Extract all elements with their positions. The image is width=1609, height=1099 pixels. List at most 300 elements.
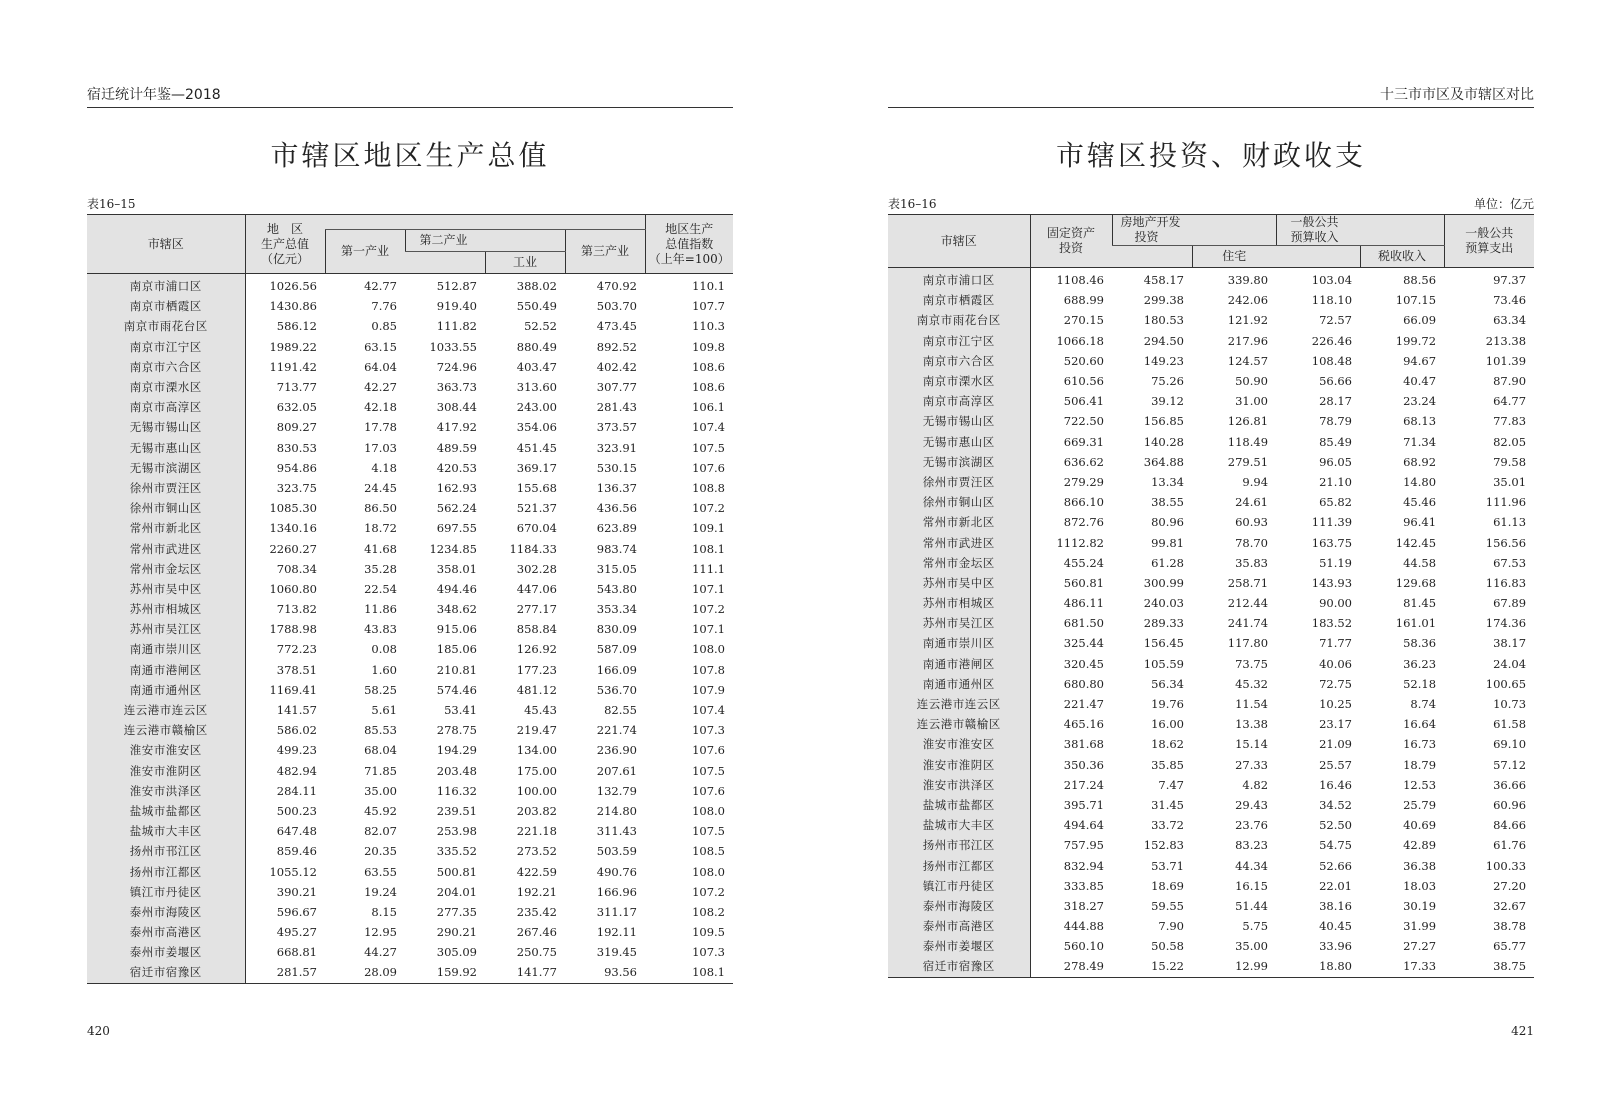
value-cell: 713.77 — [245, 377, 325, 397]
value-cell: 16.64 — [1403, 717, 1437, 732]
value-cell: 78.70 — [1235, 535, 1269, 550]
district-name-cell: 淮安市洪泽区 — [87, 781, 245, 801]
value-cell: 880.49 — [516, 339, 557, 354]
value-cell: 17.03 — [364, 440, 397, 455]
value-cell: 204.01 — [436, 884, 477, 899]
value-cell: 19.76 — [1151, 697, 1184, 712]
header-tertiary: 第三产业 — [565, 230, 645, 274]
value-cell: 108.5 — [692, 844, 725, 859]
table-row — [888, 593, 1534, 613]
district-name-cell: 南通市通州区 — [87, 680, 245, 700]
value-cell: 226.46 — [1311, 333, 1353, 348]
table-row — [87, 438, 733, 458]
value-cell: 63.15 — [364, 339, 397, 354]
value-cell: 512.87 — [436, 279, 477, 294]
table-row — [888, 654, 1534, 674]
value-cell: 19.24 — [364, 884, 397, 899]
value-cell: 61.13 — [1493, 515, 1527, 530]
district-name-cell: 南京市栖霞区 — [888, 290, 1030, 310]
value-cell: 11.86 — [364, 602, 397, 617]
value-cell: 35.28 — [364, 561, 397, 576]
value-cell: 67.53 — [1493, 555, 1527, 570]
value-cell: 107.6 — [692, 460, 725, 475]
value-cell: 7.76 — [371, 299, 397, 314]
value-cell: 156.56 — [1485, 535, 1527, 550]
value-cell: 560.81 — [1030, 573, 1112, 593]
value-cell: 363.73 — [436, 380, 477, 395]
value-cell: 105.59 — [1143, 656, 1184, 671]
value-cell: 77.83 — [1493, 414, 1527, 429]
value-cell: 183.52 — [1311, 616, 1353, 631]
value-cell: 87.90 — [1493, 374, 1527, 389]
district-name-cell: 南通市港闸区 — [87, 660, 245, 680]
value-cell: 108.48 — [1311, 353, 1353, 368]
value-cell: 107.2 — [692, 602, 725, 617]
district-name-cell: 南通市崇川区 — [87, 639, 245, 659]
table-row — [888, 512, 1534, 532]
value-cell: 500.23 — [245, 801, 325, 821]
value-cell: 18.03 — [1403, 878, 1437, 893]
value-cell: 494.46 — [436, 581, 477, 596]
district-name-cell: 泰州市海陵区 — [87, 902, 245, 922]
value-cell: 110.3 — [692, 319, 725, 334]
value-cell: 390.21 — [245, 882, 325, 902]
value-cell: 23.24 — [1403, 394, 1437, 409]
value-cell: 10.73 — [1493, 697, 1527, 712]
table-row — [87, 478, 733, 498]
table-row — [87, 680, 733, 700]
value-cell: 83.23 — [1235, 838, 1269, 853]
value-cell: 669.31 — [1030, 432, 1112, 452]
district-name-cell: 盐城市大丰区 — [87, 821, 245, 841]
value-cell: 253.98 — [436, 824, 477, 839]
value-cell: 111.96 — [1485, 495, 1527, 510]
value-cell: 140.28 — [1143, 434, 1184, 449]
district-name-cell: 盐城市盐都区 — [888, 795, 1030, 815]
value-cell: 29.43 — [1235, 797, 1269, 812]
value-cell: 278.75 — [436, 723, 477, 738]
value-cell: 348.62 — [436, 602, 477, 617]
value-cell: 1169.41 — [245, 680, 325, 700]
table-row — [87, 781, 733, 801]
value-cell: 11.54 — [1235, 697, 1269, 712]
value-cell: 79.58 — [1493, 454, 1527, 469]
value-cell: 0.85 — [371, 319, 397, 334]
value-cell: 239.51 — [436, 803, 477, 818]
value-cell: 108.6 — [692, 359, 725, 374]
district-name-cell: 南京市高淳区 — [888, 391, 1030, 411]
value-cell: 447.06 — [516, 581, 557, 596]
district-name-cell: 常州市武进区 — [87, 538, 245, 558]
value-cell: 859.46 — [245, 841, 325, 861]
value-cell: 319.45 — [596, 945, 637, 960]
gdp-table — [87, 214, 733, 984]
value-cell: 50.90 — [1235, 374, 1269, 389]
value-cell: 724.96 — [436, 359, 477, 374]
value-cell: 1033.55 — [429, 339, 477, 354]
district-name-cell: 南京市六合区 — [87, 357, 245, 377]
header-residential: 住宅 — [1192, 246, 1276, 268]
district-name-cell: 无锡市锡山区 — [888, 411, 1030, 431]
value-cell: 499.23 — [245, 740, 325, 760]
value-cell: 27.33 — [1235, 757, 1269, 772]
district-name-cell: 苏州市吴江区 — [888, 613, 1030, 633]
value-cell: 100.65 — [1485, 676, 1527, 691]
table-row — [888, 896, 1534, 916]
value-cell: 242.06 — [1227, 293, 1269, 308]
value-cell: 27.27 — [1403, 939, 1437, 954]
value-cell: 311.43 — [596, 824, 637, 839]
value-cell: 59.55 — [1151, 898, 1184, 913]
table-row — [888, 371, 1534, 391]
value-cell: 403.47 — [516, 359, 557, 374]
value-cell: 465.16 — [1030, 714, 1112, 734]
value-cell: 108.1 — [692, 541, 725, 556]
district-name-cell: 无锡市滨湖区 — [888, 452, 1030, 472]
value-cell: 44.58 — [1403, 555, 1437, 570]
value-cell: 22.54 — [364, 581, 397, 596]
value-cell: 65.82 — [1319, 495, 1353, 510]
value-cell: 81.45 — [1403, 596, 1437, 611]
value-cell: 22.01 — [1319, 878, 1353, 893]
value-cell: 100.00 — [516, 783, 557, 798]
header-tax-revenue: 税收收入 — [1360, 246, 1444, 268]
value-cell: 107.3 — [692, 945, 725, 960]
district-name-cell: 常州市新北区 — [87, 518, 245, 538]
value-cell: 373.57 — [596, 420, 637, 435]
value-cell: 52.52 — [524, 319, 557, 334]
value-cell: 116.32 — [436, 783, 477, 798]
value-cell: 118.49 — [1227, 434, 1269, 449]
header-district: 市辖区 — [87, 215, 245, 274]
value-cell: 64.04 — [364, 359, 397, 374]
value-cell: 107.9 — [692, 682, 725, 697]
table-row — [87, 518, 733, 538]
unit-label: 单位：亿元 — [1473, 197, 1534, 211]
value-cell: 289.33 — [1143, 616, 1184, 631]
value-cell: 5.75 — [1242, 919, 1269, 934]
table-row — [888, 331, 1534, 351]
value-cell: 27.20 — [1493, 878, 1527, 893]
table-row — [87, 417, 733, 437]
value-cell: 23.17 — [1319, 717, 1353, 732]
value-cell: 31.00 — [1235, 394, 1269, 409]
value-cell: 42.77 — [364, 279, 397, 294]
district-name-cell: 淮安市淮阴区 — [87, 761, 245, 781]
value-cell: 42.89 — [1403, 838, 1437, 853]
value-cell: 866.10 — [1030, 492, 1112, 512]
value-cell: 35.01 — [1493, 474, 1527, 489]
value-cell: 39.12 — [1151, 394, 1184, 409]
value-cell: 96.41 — [1403, 515, 1437, 530]
value-cell: 65.77 — [1493, 939, 1527, 954]
district-name-cell: 南通市崇川区 — [888, 633, 1030, 653]
value-cell: 258.71 — [1227, 575, 1269, 590]
value-cell: 152.83 — [1143, 838, 1184, 853]
value-cell: 323.91 — [596, 440, 637, 455]
value-cell: 72.57 — [1319, 313, 1353, 328]
value-cell: 680.80 — [1030, 674, 1112, 694]
value-cell: 78.79 — [1319, 414, 1353, 429]
value-cell: 420.53 — [436, 460, 477, 475]
value-cell: 31.99 — [1403, 919, 1437, 934]
table-row — [888, 290, 1534, 310]
table-row — [87, 337, 733, 357]
value-cell: 73.46 — [1493, 293, 1527, 308]
district-name-cell: 常州市武进区 — [888, 532, 1030, 552]
value-cell: 305.09 — [436, 945, 477, 960]
value-cell: 470.92 — [596, 279, 637, 294]
table-row — [87, 498, 733, 518]
value-cell: 290.21 — [436, 925, 477, 940]
table-row — [888, 936, 1534, 956]
value-cell: 5.61 — [371, 703, 397, 718]
value-cell: 107.4 — [692, 420, 725, 435]
value-cell: 71.77 — [1319, 636, 1353, 651]
table-row — [888, 391, 1534, 411]
value-cell: 111.1 — [692, 561, 725, 576]
value-cell: 24.45 — [364, 480, 397, 495]
value-cell: 94.67 — [1403, 353, 1437, 368]
district-name-cell: 南京市雨花台区 — [888, 310, 1030, 330]
table-row — [888, 835, 1534, 855]
district-name-cell: 常州市金坛区 — [888, 553, 1030, 573]
value-cell: 713.82 — [245, 599, 325, 619]
table-row — [87, 861, 733, 881]
value-cell: 52.50 — [1319, 818, 1353, 833]
district-name-cell: 扬州市邗江区 — [888, 835, 1030, 855]
value-cell: 250.75 — [516, 945, 557, 960]
district-name-cell: 泰州市高港区 — [87, 922, 245, 942]
value-cell: 61.28 — [1151, 555, 1184, 570]
value-cell: 307.77 — [596, 380, 637, 395]
value-cell: 107.15 — [1395, 293, 1437, 308]
value-cell: 192.11 — [596, 925, 637, 940]
value-cell: 1989.22 — [245, 337, 325, 357]
value-cell: 174.36 — [1485, 616, 1527, 631]
value-cell: 21.10 — [1319, 474, 1353, 489]
value-cell: 550.49 — [516, 299, 557, 314]
value-cell: 23.76 — [1235, 818, 1269, 833]
value-cell: 90.00 — [1319, 596, 1353, 611]
value-cell: 24.04 — [1493, 656, 1527, 671]
value-cell: 281.57 — [245, 962, 325, 983]
value-cell: 279.51 — [1227, 454, 1269, 469]
district-name-cell: 苏州市吴江区 — [87, 619, 245, 639]
value-cell: 18.79 — [1403, 757, 1437, 772]
value-cell: 107.2 — [692, 501, 725, 516]
table-row — [87, 761, 733, 781]
value-cell: 38.17 — [1493, 636, 1527, 651]
value-cell: 180.53 — [1143, 313, 1184, 328]
header-public-expenditure: 一般公共 预算支出 — [1444, 215, 1534, 268]
value-cell: 35.00 — [364, 783, 397, 798]
value-cell: 325.44 — [1030, 633, 1112, 653]
value-cell: 1340.16 — [245, 518, 325, 538]
district-name-cell: 宿迁市宿豫区 — [87, 962, 245, 983]
value-cell: 203.82 — [516, 803, 557, 818]
value-cell: 489.59 — [436, 440, 477, 455]
value-cell: 12.53 — [1403, 777, 1437, 792]
value-cell: 143.93 — [1311, 575, 1353, 590]
value-cell: 175.00 — [516, 763, 557, 778]
district-name-cell: 淮安市洪泽区 — [888, 775, 1030, 795]
value-cell: 54.75 — [1319, 838, 1353, 853]
value-cell: 93.56 — [565, 962, 645, 983]
value-cell: 214.80 — [596, 803, 637, 818]
value-cell: 455.24 — [1030, 553, 1112, 573]
value-cell: 107.4 — [692, 703, 725, 718]
value-cell: 417.92 — [436, 420, 477, 435]
table-row — [87, 700, 733, 720]
value-cell: 0.08 — [371, 642, 397, 657]
value-cell: 16.46 — [1319, 777, 1353, 792]
district-name-cell: 常州市金坛区 — [87, 559, 245, 579]
district-name-cell: 淮安市淮安区 — [87, 740, 245, 760]
value-cell: 71.85 — [364, 763, 397, 778]
table-row — [87, 357, 733, 377]
page-title: 市辖区地区生产总值 — [270, 139, 550, 172]
value-cell: 339.80 — [1227, 273, 1269, 288]
value-cell: 100.33 — [1485, 858, 1527, 873]
value-cell: 213.38 — [1485, 333, 1527, 348]
value-cell: 636.62 — [1030, 452, 1112, 472]
value-cell: 149.23 — [1143, 353, 1184, 368]
value-cell: 207.61 — [596, 763, 637, 778]
value-cell: 32.67 — [1493, 898, 1527, 913]
table-row — [888, 613, 1534, 633]
value-cell: 486.11 — [1030, 593, 1112, 613]
value-cell: 402.42 — [596, 359, 637, 374]
value-cell: 108.6 — [692, 380, 725, 395]
table-row — [87, 922, 733, 942]
value-cell: 18.72 — [364, 521, 397, 536]
table-number: 表16–15 — [87, 197, 136, 211]
district-name-cell: 徐州市铜山区 — [87, 498, 245, 518]
value-cell: 444.88 — [1030, 916, 1112, 936]
district-name-cell: 盐城市大丰区 — [888, 815, 1030, 835]
value-cell: 16.73 — [1403, 737, 1437, 752]
value-cell: 670.04 — [516, 521, 557, 536]
table-row — [888, 268, 1534, 291]
value-cell: 20.35 — [364, 844, 397, 859]
value-cell: 75.26 — [1151, 374, 1184, 389]
value-cell: 8.74 — [1410, 697, 1437, 712]
district-name-cell: 苏州市相城区 — [888, 593, 1030, 613]
value-cell: 85.53 — [364, 723, 397, 738]
district-name-cell: 无锡市锡山区 — [87, 417, 245, 437]
value-cell: 35.83 — [1235, 555, 1269, 570]
value-cell: 809.27 — [245, 417, 325, 437]
value-cell: 99.81 — [1151, 535, 1184, 550]
value-cell: 562.24 — [436, 501, 477, 516]
value-cell: 574.46 — [436, 682, 477, 697]
value-cell: 44.34 — [1235, 858, 1269, 873]
header-industry: 工业 — [485, 252, 565, 274]
district-name-cell: 南京市溧水区 — [888, 371, 1030, 391]
value-cell: 166.09 — [596, 662, 637, 677]
table-row — [888, 714, 1534, 734]
value-cell: 84.66 — [1493, 818, 1527, 833]
investment-finance-table — [888, 214, 1534, 978]
district-name-cell: 连云港市赣榆区 — [87, 720, 245, 740]
value-cell: 210.81 — [436, 662, 477, 677]
value-cell: 7.90 — [1158, 919, 1184, 934]
value-cell: 71.34 — [1403, 434, 1437, 449]
value-cell: 40.45 — [1319, 919, 1353, 934]
value-cell: 166.96 — [596, 884, 637, 899]
page-number: 421 — [1511, 1024, 1534, 1038]
value-cell: 117.80 — [1227, 636, 1269, 651]
value-cell: 68.13 — [1403, 414, 1437, 429]
district-name-cell: 无锡市滨湖区 — [87, 458, 245, 478]
value-cell: 1066.18 — [1030, 331, 1112, 351]
district-name-cell: 盐城市盐都区 — [87, 801, 245, 821]
value-cell: 42.27 — [364, 380, 397, 395]
table-number: 表16–16 — [888, 197, 937, 211]
value-cell: 24.61 — [1235, 495, 1269, 510]
value-cell: 68.92 — [1403, 454, 1437, 469]
value-cell: 772.23 — [245, 639, 325, 659]
value-cell: 21.09 — [1319, 737, 1353, 752]
value-cell: 668.81 — [245, 942, 325, 962]
value-cell: 1108.46 — [1030, 268, 1112, 291]
district-name-cell: 无锡市惠山区 — [87, 438, 245, 458]
district-name-cell: 南京市栖霞区 — [87, 296, 245, 316]
value-cell: 60.96 — [1493, 797, 1527, 812]
value-cell: 116.83 — [1485, 575, 1527, 590]
value-cell: 107.5 — [692, 763, 725, 778]
district-name-cell: 南京市高淳区 — [87, 397, 245, 417]
value-cell: 108.0 — [692, 864, 725, 879]
value-cell: 481.12 — [516, 682, 557, 697]
table-row — [888, 956, 1534, 977]
value-cell: 192.21 — [516, 884, 557, 899]
value-cell: 315.05 — [596, 561, 637, 576]
value-cell: 1060.80 — [245, 579, 325, 599]
value-cell: 82.07 — [364, 824, 397, 839]
value-cell: 45.43 — [524, 703, 557, 718]
table-row — [888, 492, 1534, 512]
value-cell: 308.44 — [436, 400, 477, 415]
right-page — [888, 0, 1534, 1099]
value-cell: 1.60 — [371, 662, 397, 677]
table-row — [87, 599, 733, 619]
header-real-estate: 房地产开发 投资 — [1112, 215, 1276, 246]
value-cell: 388.02 — [516, 279, 557, 294]
value-cell: 18.62 — [1151, 737, 1184, 752]
header-gdp: 地 区 生产总值 （亿元） — [245, 215, 325, 274]
district-name-cell: 徐州市贾汪区 — [87, 478, 245, 498]
value-cell: 107.5 — [692, 824, 725, 839]
value-cell: 52.66 — [1319, 858, 1353, 873]
district-name-cell: 南通市通州区 — [888, 674, 1030, 694]
table-row — [888, 694, 1534, 714]
value-cell: 61.58 — [1493, 717, 1527, 732]
table-row — [87, 538, 733, 558]
value-cell: 31.45 — [1151, 797, 1184, 812]
value-cell: 142.45 — [1395, 535, 1437, 550]
value-cell: 536.70 — [596, 682, 637, 697]
value-cell: 38.55 — [1151, 495, 1184, 510]
value-cell: 199.72 — [1395, 333, 1437, 348]
value-cell: 163.75 — [1311, 535, 1353, 550]
table-row — [87, 841, 733, 861]
value-cell: 86.50 — [364, 501, 397, 516]
district-name-cell: 苏州市吴中区 — [87, 579, 245, 599]
value-cell: 632.05 — [245, 397, 325, 417]
table-row — [87, 821, 733, 841]
